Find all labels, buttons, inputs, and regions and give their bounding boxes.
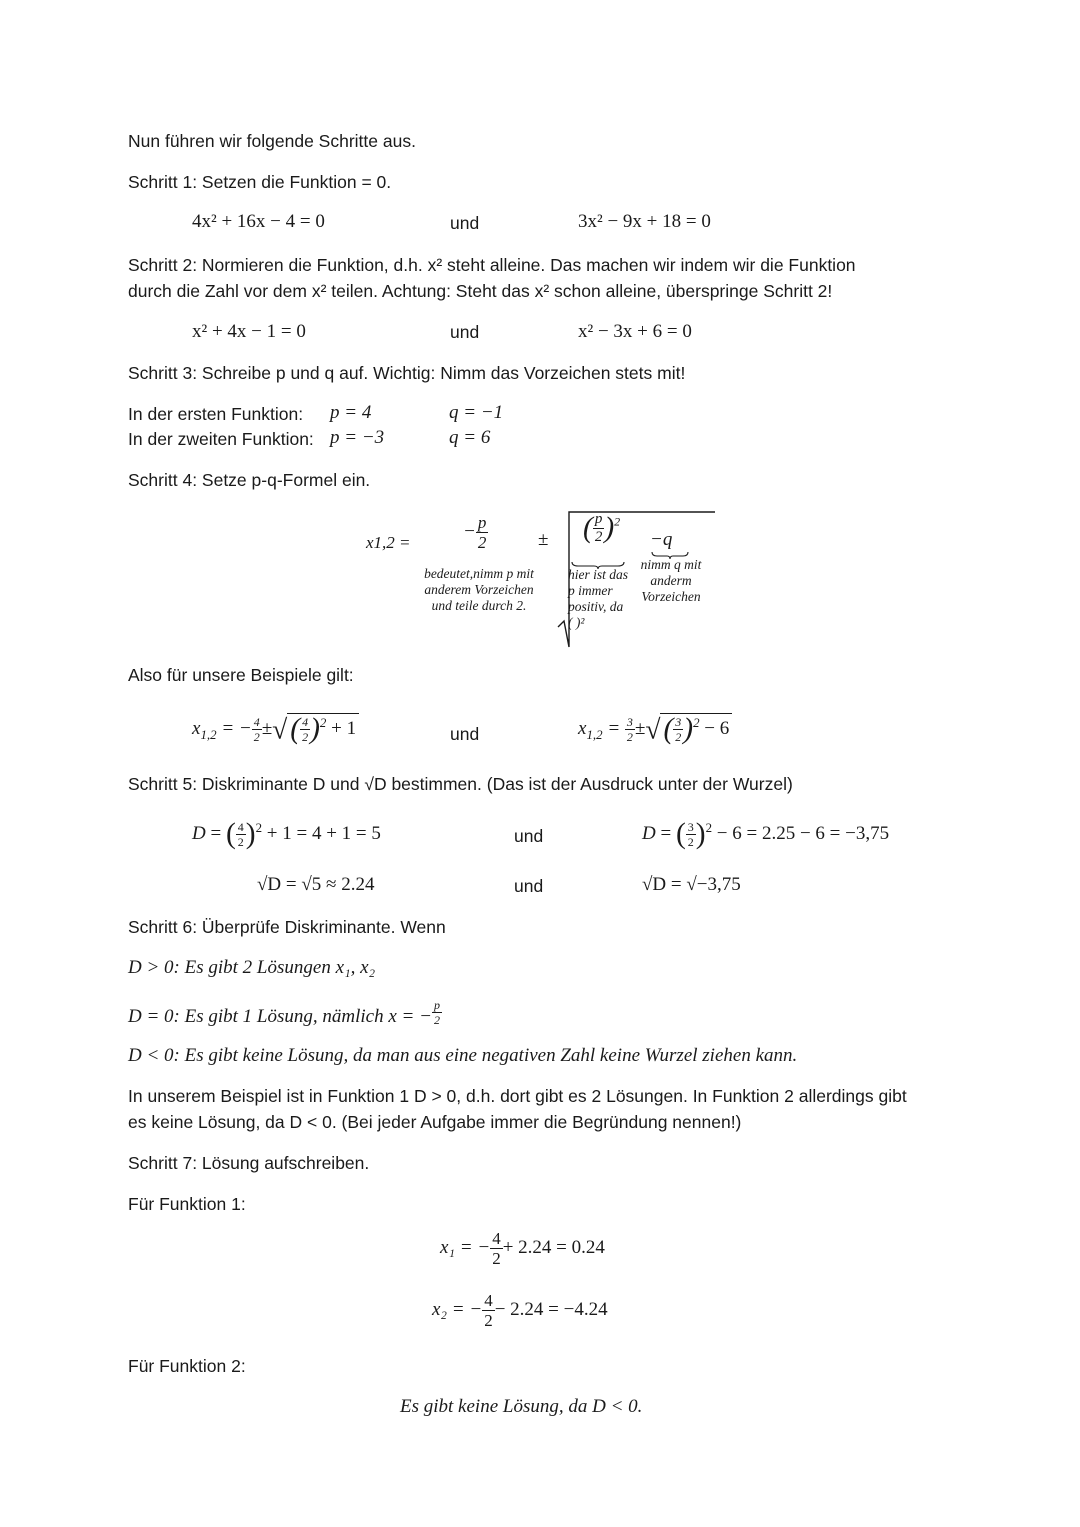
step2-equation-1: x² + 4x − 1 = 0 — [192, 321, 306, 342]
step7-heading: Schritt 7: Lösung aufschreiben. — [128, 1153, 370, 1173]
pq-plus-minus: ± — [538, 529, 549, 550]
examples-und: und — [450, 724, 480, 744]
step5-und-1: und — [514, 826, 544, 846]
step5-heading: Schritt 5: Diskriminante D und √D bestimmen. (Das ist der Ausdruck unter der Wurzel) — [128, 774, 793, 794]
discriminant-2-value: − 6 = 2.25 − 6 = −3,75 — [716, 823, 890, 845]
step2-line-2: durch die Zahl vor dem x² teilen. Achtung: Steht das x² schon alleine, überspringe Schritt 2! — [128, 281, 833, 301]
solution-x2: x₂ = − $\frac{4}{2}$ − 2.24 = −4.24 — [432, 1291, 608, 1330]
step2-equation-2: x² − 3x + 6 = 0 — [578, 321, 692, 342]
step1-equation-1: 4x² + 16x − 4 = 0 — [192, 211, 325, 232]
step6-case-zero-text: D = 0: Es gibt 1 Lösung, nämlich x = − — [128, 1006, 432, 1027]
step6-conclusion-line-1: In unserem Beispiel ist in Funktion 1 D > 0, d.h. dort gibt es 2 Lösungen. In Funktion 2 allerdings gibt — [128, 1086, 907, 1106]
step6-case-negative: D < 0: Es gibt keine Lösung, da man aus eine negativen Zahl keine Wurzel ziehen kann. — [128, 1045, 798, 1066]
discriminant-2: D = ( $\frac{3}{2}$ )$^2$ − 6 = 2.25 − 6 = −3,75 — [642, 818, 890, 850]
step3-row2-q: q = 6 — [449, 427, 491, 448]
discriminant-1: D = ( $\frac{4}{2}$ )$^2$ + 1 = 4 + 1 = 5 — [192, 818, 381, 850]
solution-x1-rhs: + 2.24 = 0.24 — [502, 1236, 605, 1258]
sqrt-discriminant-2: √D = √−3,75 — [642, 874, 741, 895]
step1-und: und — [450, 213, 480, 233]
sqrt-discriminant-1: √D = √5 ≈ 2.24 — [257, 874, 375, 895]
step2-und: und — [450, 322, 480, 342]
step3-row2-label: In der zweiten Funktion: — [128, 429, 314, 449]
solution-x2-lhs: x₂ = − — [432, 1298, 483, 1320]
discriminant-1-value: + 1 = 4 + 1 = 5 — [266, 823, 381, 845]
step3-heading: Schritt 3: Schreibe p und q auf. Wichtig: Nimm das Vorzeichen stets mit! — [128, 363, 686, 383]
pq-minus-p-half: − $\frac{p}{2}$ — [463, 513, 487, 552]
function-2-result: Es gibt keine Lösung, da D < 0. — [400, 1396, 643, 1417]
example-1-formula: $x_{1,2}$ = − $\frac{4}{2}$ ±√ ( $\frac{4}{2}$ )$^2$ + 1 — [192, 713, 359, 746]
step3-row1-p: p = 4 — [330, 402, 372, 423]
step1-heading: Schritt 1: Setzen die Funktion = 0. — [128, 172, 392, 192]
step1-equation-2: 3x² − 9x + 18 = 0 — [578, 211, 711, 232]
intro-text: Nun führen wir folgende Schritte aus. — [128, 131, 416, 151]
function-1-label: Für Funktion 1: — [128, 1194, 246, 1214]
pq-note-p-squared: hier ist das p immer positiv, da ( )² — [568, 567, 629, 630]
function-2-label: Für Funktion 2: — [128, 1356, 246, 1376]
solution-x2-rhs: − 2.24 = −4.24 — [494, 1298, 608, 1320]
examples-heading: Also für unsere Beispiele gilt: — [128, 665, 354, 685]
example-2-formula: $x_{1,2}$ = $\frac{3}{2}$ ±√ ( $\frac{3}{2}$ )$^2$ − 6 — [578, 713, 732, 746]
step5-und-2: und — [514, 876, 544, 896]
pq-minus-q: −q — [650, 529, 673, 550]
example-1-constant: + 1 — [331, 718, 357, 740]
step6-conclusion-line-2: es keine Lösung, da D < 0. (Bei jeder Aufgabe immer die Begründung nennen!) — [128, 1112, 742, 1132]
example-2-constant: − 6 — [704, 718, 730, 740]
step3-row1-q: q = −1 — [449, 402, 504, 423]
pq-note-minus-q: nimm q mit anderm Vorzeichen — [640, 557, 702, 604]
step6-case-zero: D = 0: Es gibt 1 Lösung, nämlich x = − $\frac{p}{2}$ — [128, 998, 440, 1027]
pq-p-half-squared: ( $\frac{p}{2}$ )$^2$ — [583, 511, 621, 545]
step3-row2-p: p = −3 — [330, 427, 385, 448]
step6-case-positive: D > 0: Es gibt 2 Lösungen x₁, x₂ — [128, 957, 376, 978]
step6-heading: Schritt 6: Überprüfe Diskriminante. Wenn — [128, 917, 446, 937]
pq-note-minus-p-half: bedeutet,nimm p mit anderem Vorzeichen und teile durch 2. — [424, 566, 534, 613]
step3-row1-label: In der ersten Funktion: — [128, 404, 304, 424]
solution-x1: x₁ = − $\frac{4}{2}$ + 2.24 = 0.24 — [440, 1229, 605, 1268]
pq-formula-lhs: x1,2 = — [366, 533, 411, 552]
solution-x1-lhs: x₁ = − — [440, 1236, 491, 1258]
step4-heading: Schritt 4: Setze p-q-Formel ein. — [128, 470, 371, 490]
step2-line-1: Schritt 2: Normieren die Funktion, d.h. x² steht alleine. Das machen wir indem wir die Funktion — [128, 255, 856, 275]
